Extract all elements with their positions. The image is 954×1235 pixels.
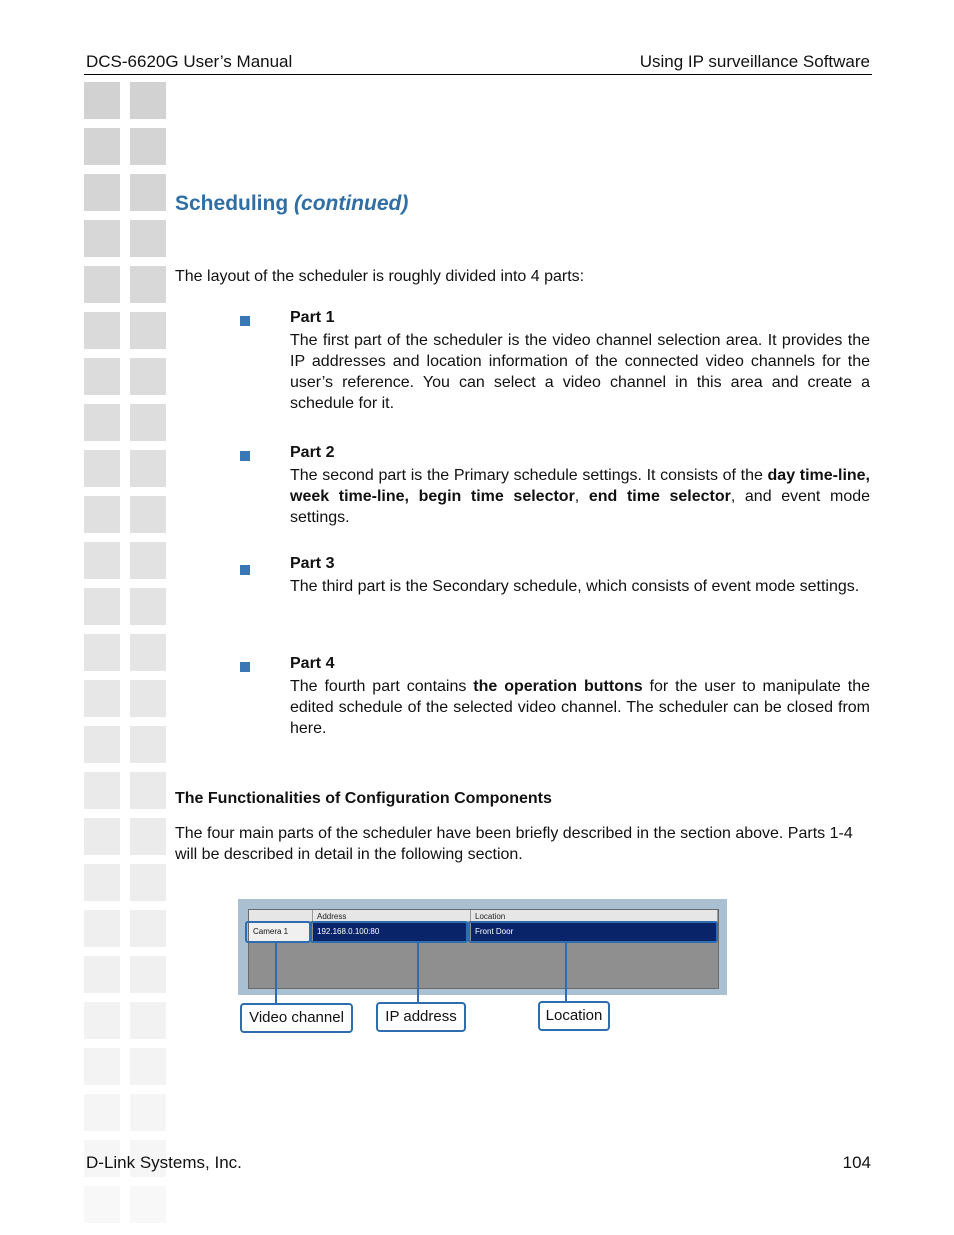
decorative-square	[84, 128, 120, 165]
part-body: The second part is the Primary schedule settings. It consists of the day time-line, week time-line, begin time selector, end time selector, and event mode settings.	[290, 467, 871, 526]
ip-address-callout-line	[417, 943, 419, 1002]
bold-terms: the operation buttons	[473, 678, 643, 695]
video-channel-callout: Video channel	[240, 1003, 353, 1033]
decorative-square	[84, 174, 120, 211]
decorative-square	[130, 1002, 166, 1039]
decorative-square	[130, 1094, 166, 1131]
decorative-square	[84, 956, 120, 993]
decorative-square	[130, 358, 166, 395]
decorative-square	[84, 1048, 120, 1085]
page-title-main: Scheduling	[175, 192, 289, 215]
decorative-square	[130, 910, 166, 947]
decorative-square	[130, 542, 166, 579]
location-highlight	[468, 921, 718, 943]
bullet-icon	[240, 451, 250, 461]
ip-address-highlight	[310, 921, 468, 943]
decorative-square	[84, 496, 120, 533]
decorative-square	[130, 956, 166, 993]
decorative-square	[130, 82, 166, 119]
decorative-square	[84, 588, 120, 625]
decorative-square	[130, 128, 166, 165]
decorative-square	[84, 818, 120, 855]
decorative-square	[130, 864, 166, 901]
address-cell[interactable]: 192.168.0.100:80	[313, 923, 469, 941]
column-header-channel	[249, 910, 313, 921]
company-name: D-Link Systems, Inc.	[86, 1153, 242, 1172]
decorative-square	[130, 220, 166, 257]
location-callout: Location	[538, 1001, 610, 1031]
functionalities-heading: The Functionalities of Configuration Components	[175, 790, 552, 807]
part-title: Part 3	[290, 555, 335, 572]
video-channel-highlight	[245, 921, 311, 943]
part-body: The first part of the scheduler is the video channel selection area. It provides the IP addresses and location information of the connected video channels for the user’s reference. You can select a video channel in this area and create a schedule for it.	[290, 332, 870, 412]
decorative-square	[84, 1002, 120, 1039]
bullet-icon	[240, 662, 250, 672]
decorative-square	[130, 174, 166, 211]
decorative-square	[84, 266, 120, 303]
section-title: Using IP surveillance Software	[639, 52, 870, 71]
decorative-square-column	[84, 82, 174, 1232]
decorative-square	[84, 910, 120, 947]
decorative-square	[130, 680, 166, 717]
decorative-square	[84, 1186, 120, 1223]
decorative-square	[130, 404, 166, 441]
camera-cell[interactable]: Camera 1	[249, 923, 311, 941]
decorative-square	[84, 680, 120, 717]
header-rule	[84, 74, 872, 75]
decorative-square	[130, 1048, 166, 1085]
decorative-square	[84, 404, 120, 441]
decorative-square	[130, 634, 166, 671]
location-callout-line	[565, 943, 567, 1001]
decorative-square	[130, 1186, 166, 1223]
decorative-square	[84, 82, 120, 119]
decorative-square	[84, 450, 120, 487]
part-title: Part 1	[290, 309, 335, 326]
page-title	[175, 192, 408, 216]
decorative-square	[130, 772, 166, 809]
decorative-square	[84, 726, 120, 763]
bullet-icon	[240, 316, 250, 326]
page-number: 104	[842, 1153, 871, 1172]
page-title-continued: (continued)	[294, 192, 409, 215]
column-header-location: Location	[471, 910, 718, 921]
decorative-square	[130, 450, 166, 487]
bold-terms: day time-line, week time-line, begin time selector	[290, 467, 871, 505]
functionalities-paragraph: The four main parts of the scheduler have been briefly described in the section above. Parts 1-4 will be described in detail in the following section.	[175, 825, 853, 863]
video-channel-callout-line	[275, 943, 277, 1003]
decorative-square	[84, 1094, 120, 1131]
scheduler-screenshot	[238, 899, 727, 995]
decorative-square	[130, 726, 166, 763]
part-body: The fourth part contains the operation buttons for the user to manipulate the edited schedule of the selected video channel. The scheduler can be closed from here.	[290, 678, 870, 737]
decorative-square	[84, 312, 120, 349]
decorative-square	[84, 634, 120, 671]
decorative-square	[84, 358, 120, 395]
column-header-address: Address	[313, 910, 471, 921]
decorative-square	[84, 772, 120, 809]
bullet-icon	[240, 565, 250, 575]
part-body: The third part is the Secondary schedule, which consists of event mode settings.	[290, 578, 860, 595]
part-title: Part 2	[290, 444, 335, 461]
decorative-square	[130, 312, 166, 349]
ip-address-callout: IP address	[376, 1002, 466, 1032]
intro-paragraph: The layout of the scheduler is roughly divided into 4 parts:	[175, 268, 585, 285]
part-title: Part 4	[290, 655, 335, 672]
decorative-square	[130, 266, 166, 303]
decorative-square	[84, 542, 120, 579]
decorative-square	[84, 220, 120, 257]
decorative-square	[84, 864, 120, 901]
decorative-square	[130, 818, 166, 855]
bold-terms: end time selector	[588, 488, 731, 505]
decorative-square	[130, 496, 166, 533]
decorative-square	[130, 588, 166, 625]
location-cell[interactable]: Front Door	[471, 923, 718, 941]
manual-title: DCS-6620G User’s Manual	[86, 52, 293, 71]
